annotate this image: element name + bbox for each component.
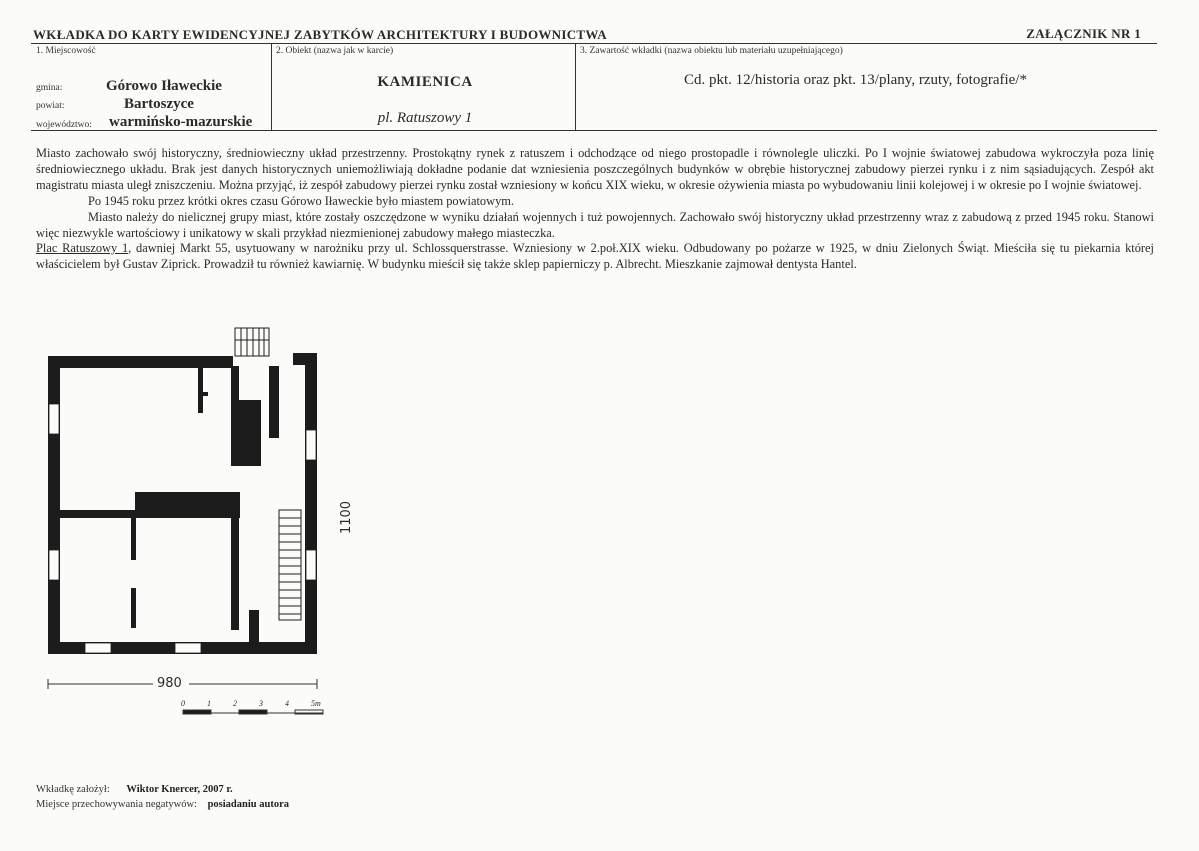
content-column-label: 3. Zawartość wkładki (nazwa obiektu lub materiału uzupełniającego) xyxy=(580,46,843,56)
column-divider xyxy=(575,44,576,130)
wojewodztwo-value: warmińsko-mazurskie xyxy=(109,114,253,130)
history-text xyxy=(36,146,1154,273)
scale-tick-0: 0 xyxy=(181,699,185,708)
height-dimension-label: 1100 xyxy=(339,500,355,535)
interior-stair-icon xyxy=(279,510,301,620)
powiat-label: powiat: xyxy=(36,101,65,111)
object-column-label: 2. Obiekt (nazwa jak w karcie) xyxy=(276,46,394,56)
content-description: Cd. pkt. 12/historia oraz pkt. 13/plany, rzuty, fotografie/* xyxy=(684,72,1027,88)
document-title: WKŁADKA DO KARTY EWIDENCYJNEJ ZABYTKÓW ARCHITEKTURY I BUDOWNICTWA xyxy=(33,27,607,42)
scale-tick-4: 4 xyxy=(285,699,289,708)
scale-bar xyxy=(183,710,323,714)
scale-tick-1: 1 xyxy=(207,699,211,708)
width-dimension-label: 980 xyxy=(157,676,182,691)
annex-number: ZAŁĄCZNIK NR 1 xyxy=(1026,26,1141,41)
plan-windows xyxy=(49,404,316,653)
plan-walls xyxy=(48,353,317,654)
wojewodztwo-label: województwo: xyxy=(36,120,92,130)
locality-column-label: 1. Miejscowość xyxy=(36,46,96,56)
object-address: pl. Ratuszowy 1 xyxy=(377,110,473,126)
negatives-value: posiadaniu autora xyxy=(207,799,289,810)
powiat-value: Bartoszyce xyxy=(124,96,194,112)
column-divider xyxy=(271,44,272,130)
negatives-location xyxy=(36,799,289,810)
width-dimension-line xyxy=(48,679,317,689)
scale-tick-3: 3 xyxy=(259,699,263,708)
height-dimension-label-wrap xyxy=(338,500,358,540)
floor-plan xyxy=(35,320,335,730)
entrance-stair-icon xyxy=(235,328,269,356)
building-address-link: Plac Ratuszowy 1 xyxy=(36,241,129,256)
gmina-value: Górowo Iławeckie xyxy=(106,78,222,94)
negatives-label: Miejsce przechowywania negatywów: xyxy=(36,799,197,810)
scale-tick-2: 2 xyxy=(233,699,237,708)
founded-by-label: Wkładkę założył: xyxy=(36,784,110,795)
paragraph xyxy=(36,241,1154,273)
paragraph: Miasto należy do nielicznej grupy miast, które zostały oszczędzone w wyniku działań wojennych i tuż powojennych. Zachowało swój historyczny układ przestrzenny wraz z zabudową z przed 1945 roku. Stanowi więc niezwykle wartościowy i unikatowy w skali przykład niezmienionej zabudowy małego miasteczka. xyxy=(36,209,1154,240)
founded-by-value: Wiktor Knercer, 2007 r. xyxy=(126,784,233,795)
header-rule xyxy=(31,43,1157,44)
founded-by xyxy=(36,784,233,795)
scale-tick-5: 5m xyxy=(311,699,321,708)
paragraph: Po 1945 roku przez krótki okres czasu Górowo Iławeckie było miastem powiatowym. xyxy=(88,193,514,208)
paragraph-text: , dawniej Markt 55, usytuowany w narożniku przy ul. Schlossquerstrasse. Wzniesiony w 2.poł.XIX wieku. Odbudowany po pożarze w 1925, w dniu Zielonych Świąt. Mieściła się tu piekarnia której właścicielem był Gustav Ziprick. Prowadził tu również kawiarnię. W budynku mieścił się także sklep papierniczy p. Albrecht. Mieszkanie zajmował dentysta Hantel. xyxy=(36,241,1154,272)
paragraph: Miasto zachowało swój historyczny, średniowieczny układ przestrzenny. Prostokątny rynek z ratuszem i odchodzące od niego prostopadle i równolegle uliczki. Po I wojnie światowej zabudowa wykroczyła poza linię średniowiecznego układu. Brak jest danych historycznych uniemożliwiają dokładne podanie dat wzniesienia poszczególnych budynków w obrębie historycznej zabudowy pierzei rynku i z nim sąsiadujących. Zespół akt magistratu miasta uległ zniszczeniu. Można przyjąć, iż zespół zabudowy pierzei rynku został wzniesiony w końcu XIX wieku, w okresie ożywienia miasta po wybudowaniu linii kolejowej i w okresie po I wojnie światowej. xyxy=(36,146,1154,192)
gmina-label: gmina: xyxy=(36,83,63,93)
object-name: KAMIENICA xyxy=(377,74,473,90)
